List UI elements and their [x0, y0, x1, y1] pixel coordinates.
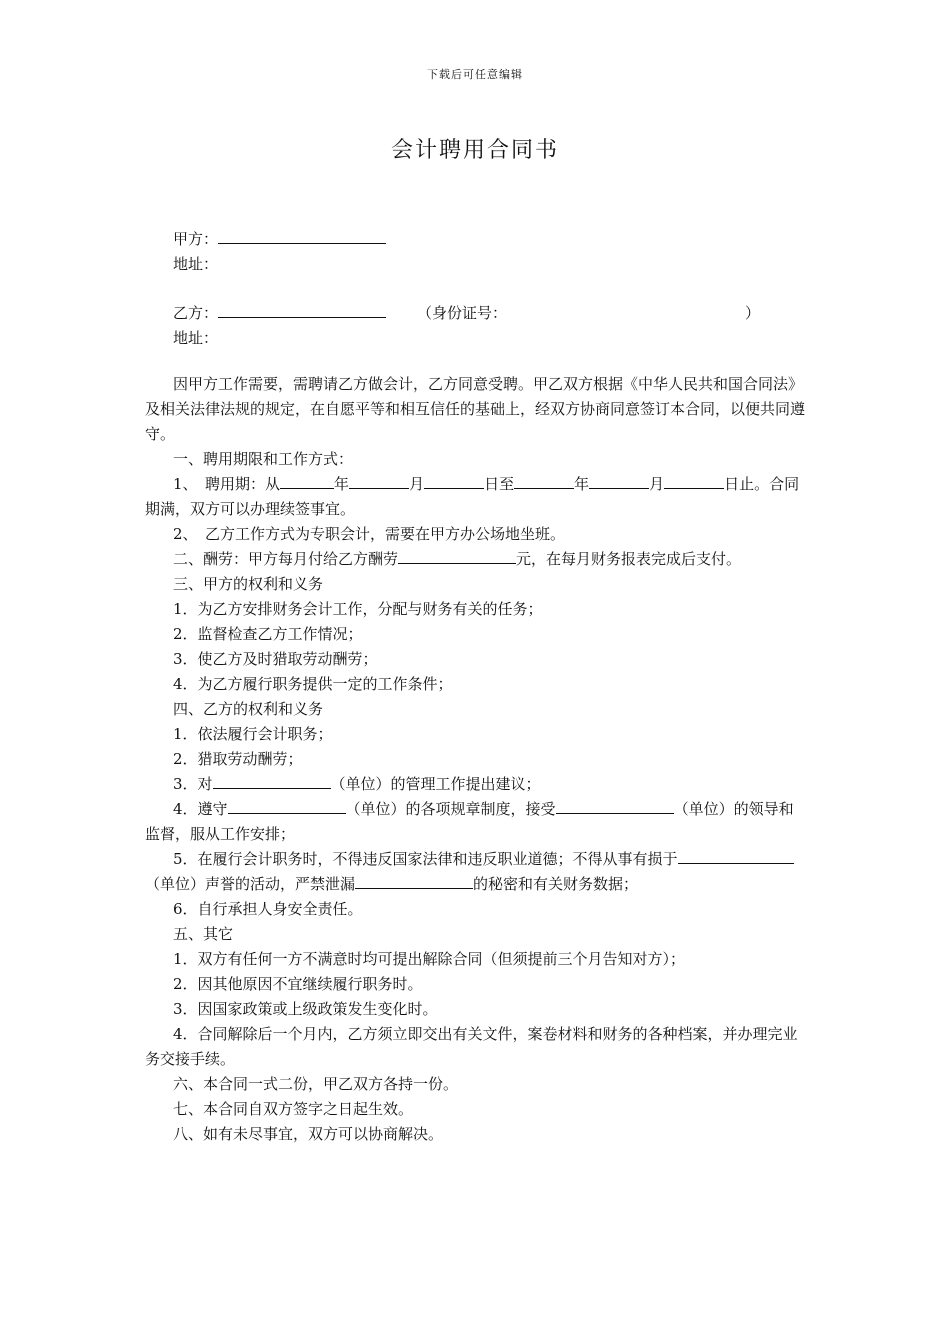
item-text: （单位）的各项规章制度，接受 — [345, 800, 556, 818]
section-4-item — [145, 772, 805, 797]
term-end-text: 日止。合同期满，双方可以办理续签事宜。 — [145, 475, 800, 518]
item-text: 的秘密和有关财务数据； — [473, 875, 639, 893]
item-text: （单位）的领导和监督，服从工作安排； — [145, 800, 794, 843]
item-text: （单位）声誉的活动，严禁泄漏 — [145, 875, 356, 893]
blank-unit[interactable] — [556, 799, 674, 814]
party-b-id-label: （身份证号： — [417, 304, 508, 322]
blank-year-end[interactable] — [514, 474, 574, 489]
document-title: 会计聘用合同书 — [390, 138, 559, 163]
party-a-blank[interactable] — [218, 229, 386, 244]
year-end-text: 年 — [574, 475, 590, 493]
intro-paragraph: 因甲方工作需要，需聘请乙方做会计，乙方同意受聘。甲乙双方根据《中华人民共和国合同法》及相关法律法规的规定，在自愿平等和相互信任的基础上，经双方协商同意签订本合同，以便共同遵守。 — [145, 375, 806, 443]
month-end-text: 月 — [649, 475, 665, 493]
section-5-item: 2．因其他原因不宜继续履行职务时。 — [173, 975, 423, 993]
section-1-item-1 — [145, 472, 805, 522]
item-text: 3．对 — [173, 775, 213, 793]
item-text: （单位）的管理工作提出建议； — [330, 775, 541, 793]
party-b-address: 地址： — [173, 329, 219, 347]
blank-unit[interactable] — [678, 849, 744, 864]
blank-unit[interactable] — [228, 799, 346, 814]
section-5-item: 4．合同解除后一个月内，乙方须立即交出有关文件，案卷材料和财务的各种档案，并办理完业务交接手续。 — [145, 1025, 798, 1068]
party-b-id-close: ） — [745, 304, 761, 322]
party-b-line — [173, 302, 386, 323]
section-4-item — [145, 847, 805, 897]
section-5-item: 3．因国家政策或上级政策发生变化时。 — [173, 1000, 438, 1018]
section-5-heading: 五、其它 — [173, 925, 234, 943]
party-b-label: 乙方： — [173, 304, 219, 322]
section-3-item: 3．使乙方及时猎取劳动酬劳； — [173, 650, 378, 668]
blank-unit[interactable] — [744, 849, 794, 864]
year-text: 年 — [334, 475, 350, 493]
salary-text: 二、酬劳：甲方每月付给乙方酬劳 — [173, 550, 399, 568]
section-3-heading: 三、甲方的权利和义务 — [173, 575, 324, 593]
blank-unit[interactable] — [355, 874, 473, 889]
party-a-line — [173, 228, 386, 249]
section-8: 八、如有未尽事宜，双方可以协商解决。 — [173, 1125, 444, 1143]
item-text: 5．在履行会计职务时，不得违反国家法律和违反职业道德；不得从事有损于 — [173, 850, 678, 868]
salary-text-end: 元，在每月财务报表完成后支付。 — [516, 550, 742, 568]
item-text: 4．遵守 — [173, 800, 228, 818]
section-4-heading: 四、乙方的权利和义务 — [173, 700, 324, 718]
blank-day-end[interactable] — [664, 474, 724, 489]
section-4-item: 2．猎取劳动酬劳； — [173, 750, 303, 768]
contract-body — [145, 372, 805, 1147]
blank-unit[interactable] — [213, 774, 331, 789]
day-to-text: 日至 — [484, 475, 515, 493]
party-a-label: 甲方： — [173, 230, 219, 248]
blank-salary[interactable] — [398, 549, 516, 564]
party-a-address: 地址： — [173, 255, 219, 273]
section-3-item: 2．监督检查乙方工作情况； — [173, 625, 363, 643]
section-3-item: 1．为乙方安排财务会计工作，分配与财务有关的任务； — [173, 600, 543, 618]
section-1-heading: 一、聘用期限和工作方式： — [173, 450, 354, 468]
section-1-item-2: 2、 乙方工作方式为专职会计，需要在甲方办公场地坐班。 — [173, 525, 566, 543]
section-4-item: 6．自行承担人身安全责任。 — [173, 900, 363, 918]
section-5-item: 1．双方有任何一方不满意时均可提出解除合同（但须提前三个月告知对方）； — [173, 950, 686, 968]
section-4-item: 1．依法履行会计职务； — [173, 725, 333, 743]
section-3-item: 4．为乙方履行职务提供一定的工作条件； — [173, 675, 453, 693]
party-b-blank[interactable] — [218, 303, 386, 318]
section-7: 七、本合同自双方签字之日起生效。 — [173, 1100, 414, 1118]
blank-month-end[interactable] — [589, 474, 649, 489]
section-6: 六、本合同一式二份，甲乙双方各持一份。 — [173, 1075, 459, 1093]
blank-day-start[interactable] — [424, 474, 484, 489]
header-note: 下载后可任意编辑 — [427, 68, 523, 81]
blank-year-start[interactable] — [280, 474, 334, 489]
month-text: 月 — [409, 475, 425, 493]
term-text: 1、 聘用期：从 — [173, 475, 281, 493]
section-4-item — [145, 797, 805, 847]
section-2 — [145, 547, 805, 572]
blank-month-start[interactable] — [349, 474, 409, 489]
